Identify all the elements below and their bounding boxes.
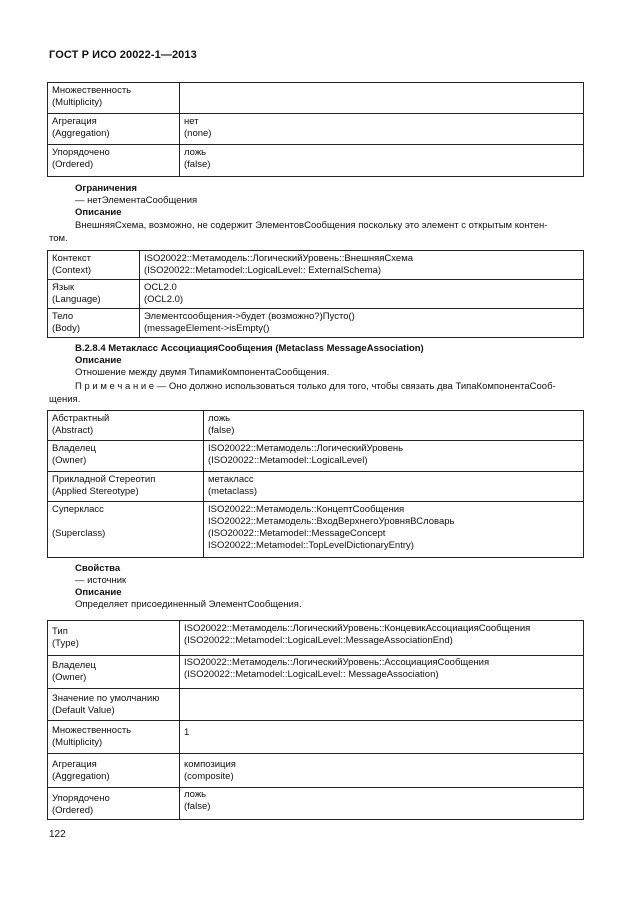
table-row [48,280,584,309]
page-number: 122 [49,829,66,840]
cell-text: ISO20022::Метамодель::ЛогическийУровень::КонцевикАссоциацияСообщения [184,623,531,634]
cell-text: (Aggregation) [52,128,110,139]
page-header-title: ГОСТ Р ИСО 20022-1—2013 [49,49,197,61]
cell-text: (none) [184,128,212,139]
table-cell-value [140,280,584,309]
cell-text: ISO20022::Metamodel::TopLevelDictionaryEntry) [208,540,414,551]
cell-text: (ISO20022::Metamodel::MessageConcept [208,528,386,539]
table-cell-value [180,656,584,689]
cell-text: Агрегация [52,759,97,770]
cell-text: (ISO20022::Metamodel::LogicalLevel) [208,455,368,466]
cell-text: (Aggregation) [52,771,110,782]
table-cell-value [140,251,584,280]
table-cell-value [180,754,584,788]
table-row [48,114,584,145]
cell-text: (ISO20022::Metamodel::LogicalLevel::MessageAssociationEnd) [184,635,453,646]
cell-text: Элементсообщения->будет (возможно?)Пусто() [144,311,355,322]
cell-text: Агрегация [52,116,97,127]
table-cell-value [204,411,584,441]
table-cell-value [180,83,584,114]
table-cell-value [180,145,584,177]
table-row [48,788,584,820]
cell-text: (false) [184,159,211,170]
table-row [48,145,584,177]
table-cell-label [48,114,180,145]
table-cell-label [48,689,180,721]
cell-text: (Context) [52,265,92,276]
cell-text: ISO20022::Метамодель::ЛогическийУровень::АссоциацияСообщения [184,657,490,668]
cell-text: (Applied Stereotype) [52,486,139,497]
cell-text: (Default Value) [52,705,115,716]
table-cell-label [48,83,180,114]
cell-text: Язык [52,282,75,293]
cell-text: Тип [52,626,68,637]
table-metaclass-properties [47,410,584,558]
description-heading: Описание [75,207,122,218]
table-cell-label [48,656,180,689]
table-cell-label [48,754,180,788]
table-cell-value [204,441,584,472]
cell-text: Упорядочено [52,147,110,158]
cell-text: ISO20022::Метамодель::ЛогическийУровень [208,443,404,454]
cell-text: Множественность [52,85,132,96]
table-row [48,689,584,721]
section-heading: B.2.8.4 Метакласс АссоциацияСообщения (Metaclass MessageAssociation) [75,343,424,354]
note-text-continuation: щения. [49,394,81,405]
cell-text: OCL2.0 [144,282,177,293]
cell-text: (Superclass) [52,528,106,539]
properties-heading: Свойства [75,563,121,574]
table-row [48,754,584,788]
cell-text: ложь [184,789,207,800]
table-cell-label [48,441,204,472]
table-row [48,411,584,441]
cell-text: Множественность [52,725,132,736]
cell-text [52,516,199,528]
cell-text: (Ordered) [52,805,94,816]
cell-text: Абстрактный [52,413,110,424]
table-row [48,502,584,558]
table-cell-value [204,502,584,558]
cell-text: Прикладной Стереотип [52,474,156,485]
cell-text: (Abstract) [52,425,94,436]
cell-text: ISO20022::Метамодель::ЛогическийУровень::ВнешняяСхема [144,253,414,264]
description-heading: Описание [75,587,122,598]
table-cell-label [48,280,140,309]
cell-text: (Ordered) [52,159,94,170]
table-cell-value [180,114,584,145]
description-heading: Описание [75,355,122,366]
cell-text: Тело [52,311,74,322]
cell-text: (composite) [184,771,234,782]
cell-text: (false) [184,801,211,812]
table-cell-label [48,621,180,656]
table-cell-label [48,251,140,280]
cell-text: (Owner) [52,455,87,466]
cell-text: (false) [208,425,235,436]
cell-text: ISO20022::Метамодель::КонцептСообщения [208,504,405,515]
cell-text: 1 [184,727,190,738]
cell-text: метакласс [208,474,254,485]
cell-text: композиция [184,759,236,770]
table-cell-value [180,689,584,721]
table-cell-label [48,411,204,441]
table-row [48,721,584,754]
table-cell-label [48,502,204,558]
cell-text: (messageElement->isEmpty() [144,323,270,334]
table-source-property [47,620,584,820]
cell-text: (OCL2.0) [144,294,184,305]
cell-text: Значение по умолчанию [52,693,160,704]
property-item: — источник [75,575,127,586]
table-cell-label [48,309,140,338]
table-cell-label [48,721,180,754]
table-row [48,472,584,502]
constraints-heading: Ограничения [75,183,137,194]
cell-text: ложь [208,413,231,424]
cell-text: (Multiplicity) [52,737,103,748]
cell-text: Упорядочено [52,793,110,804]
cell-text: (Multiplicity) [52,97,103,108]
description-text: Определяет присоединенный ЭлементСообщения. [75,599,302,610]
cell-text: Владелец [52,443,96,454]
cell-text: (Owner) [52,672,87,683]
table-cell-value [180,788,584,820]
cell-text: (ISO20022::Metamodel::LogicalLevel:: MessageAssociation) [184,669,439,680]
cell-text: Суперкласс [52,504,104,515]
cell-text: (Type) [52,638,79,649]
table-row [48,251,584,280]
table-row [48,656,584,689]
table-cell-label [48,145,180,177]
cell-text: (Body) [52,323,80,334]
note-text: П р и м е ч а н и е — Оно должно использоваться только для того, чтобы связать два ТипаКомпонентаСооб- [75,381,556,392]
table-cell-value [180,721,584,754]
table-cell-label [48,788,180,820]
cell-text: ISO20022::Метамодель::ВходВерхнегоУровняВСловарь [208,516,455,527]
cell-text: Владелец [52,660,96,671]
table-cell-value [204,472,584,502]
cell-text: Контекст [52,253,91,264]
description-text: Отношение между двумя ТипамиКомпонентаСообщения. [75,367,330,378]
table-row [48,621,584,656]
cell-text: ложь [184,147,207,158]
cell-text: (ISO20022::Metamodel::LogicalLevel:: ExternalSchema) [144,265,382,276]
description-text: ВнешняяСхема, возможно, не содержит ЭлементовСообщения поскольку это элемент с открытым контен- [75,220,548,231]
constraint-item: — нетЭлементаСообщения [75,195,198,206]
table-cell-value [180,621,584,656]
description-text-continuation: том. [49,233,68,244]
table-multiplicity-aggregation-ordered [47,82,584,177]
table-row [48,83,584,114]
cell-text: (metaclass) [208,486,258,497]
table-row [48,441,584,472]
table-context-language-body [47,250,584,338]
table-row [48,309,584,338]
cell-text: нет [184,116,199,127]
table-cell-value [140,309,584,338]
table-cell-label [48,472,204,502]
cell-text: (Language) [52,294,101,305]
